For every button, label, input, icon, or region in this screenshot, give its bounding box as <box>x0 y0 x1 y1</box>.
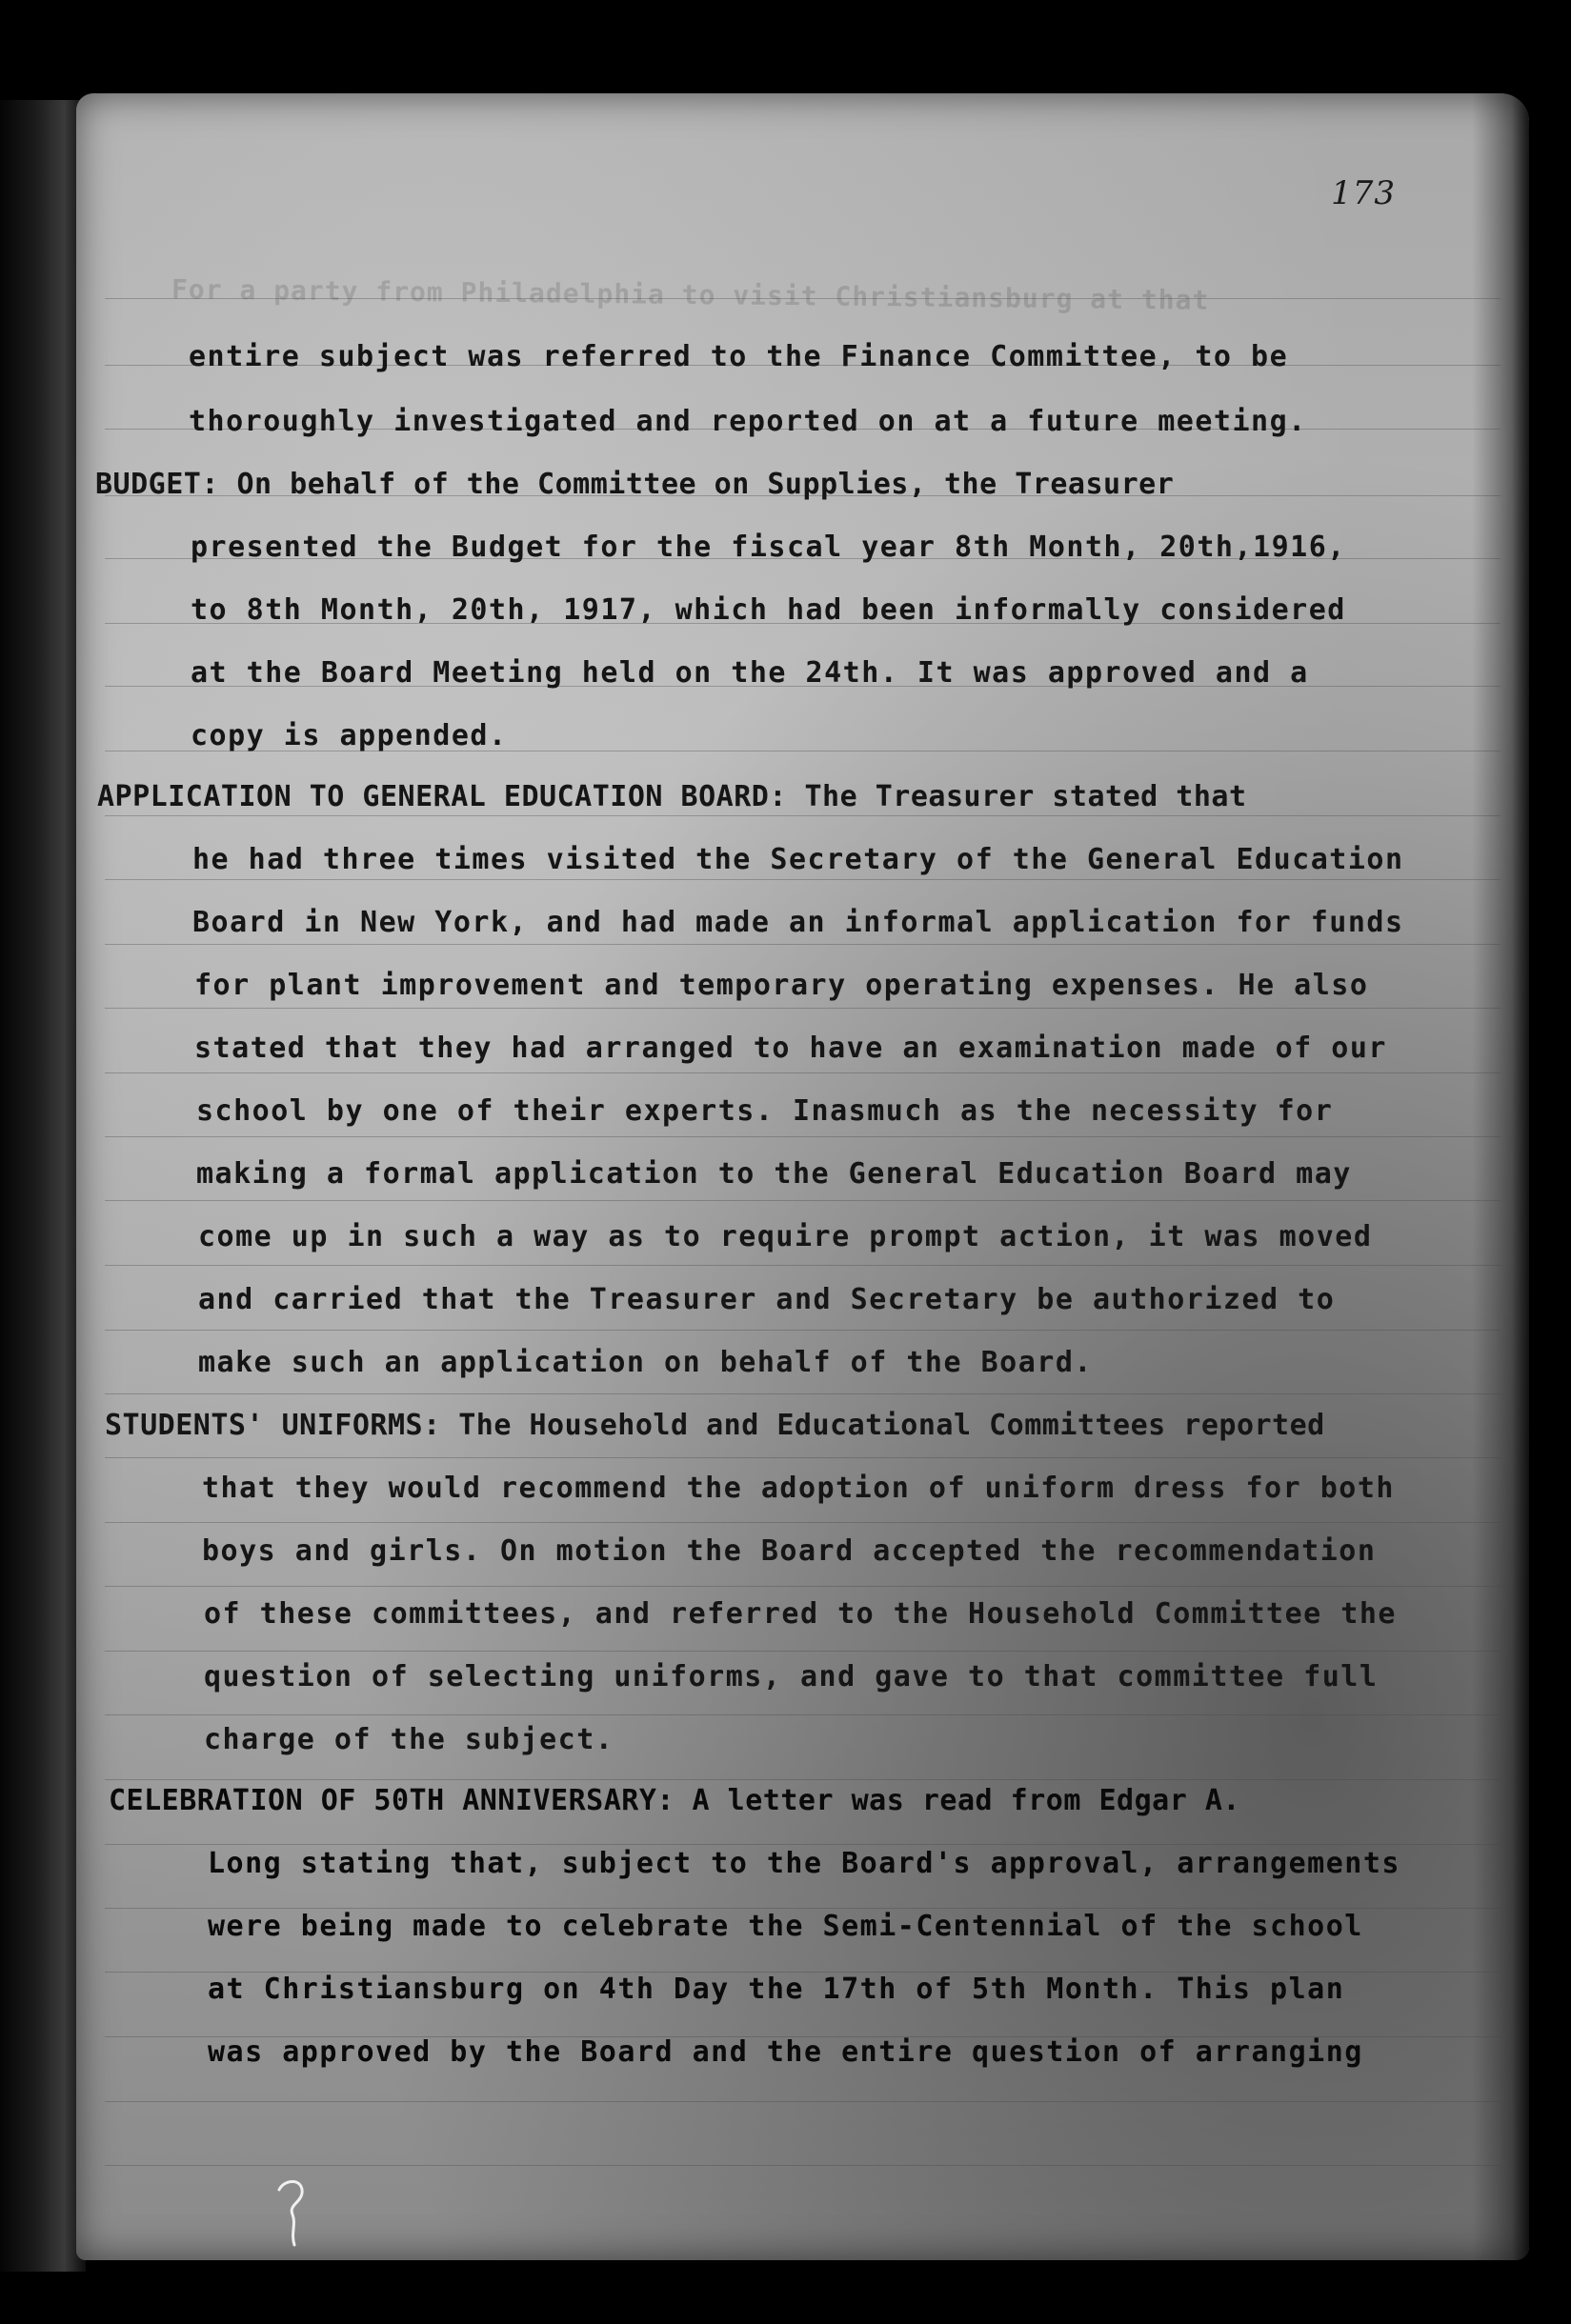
bleed-through-text: For a party from Philadelphia to visit Christiansburg at that <box>171 273 1210 316</box>
binding-strip <box>0 100 86 2272</box>
ruled-line <box>105 879 1501 880</box>
text-line: copy is appended. <box>191 719 508 752</box>
page-number: 173 <box>1331 174 1396 212</box>
section-heading-anniversary: CELEBRATION OF 50TH ANNIVERSARY: A letter was read from Edgar A. <box>109 1784 1240 1817</box>
text-line: Long stating that, subject to the Board's approval, arrangements <box>208 1847 1400 1880</box>
ruled-line <box>105 1522 1501 1523</box>
text-line: was approved by the Board and the entire question of arranging <box>208 2035 1363 2069</box>
text-line: school by one of their experts. Inasmuch as the necessity for <box>196 1094 1334 1128</box>
text-line: that they would recommend the adoption of uniform dress for both <box>202 1472 1395 1505</box>
text-line: thoroughly investigated and reported on at a future meeting. <box>189 405 1307 438</box>
ruled-line <box>105 2165 1501 2166</box>
text-line: make such an application on behalf of the Board. <box>198 1346 1093 1379</box>
text-line: for plant improvement and temporary operating expenses. He also <box>194 969 1369 1002</box>
text-line: presented the Budget for the fiscal year 8th Month, 20th,1916, <box>191 531 1346 564</box>
ruled-line <box>105 1908 1501 1909</box>
text-line: charge of the subject. <box>204 1723 614 1756</box>
text-line: at Christiansburg on 4th Day the 17th of 5th Month. This plan <box>208 1973 1345 2006</box>
ruled-line <box>105 1008 1501 1009</box>
ruled-line <box>105 1330 1501 1331</box>
text-line: making a formal application to the General Education Board may <box>196 1157 1352 1191</box>
text-line: he had three times visited the Secretary of the General Education <box>192 843 1404 876</box>
text-line: Board in New York, and had made an informal application for funds <box>192 906 1404 939</box>
ruled-line <box>105 1714 1501 1715</box>
section-heading-uniforms: STUDENTS' UNIFORMS: The Household and Educational Committees reported <box>105 1409 1325 1442</box>
text-line: question of selecting uniforms, and gave to that committee full <box>204 1660 1379 1693</box>
pen-mark-scribble <box>272 2176 319 2248</box>
ruled-line <box>105 1651 1501 1652</box>
text-line: entire subject was referred to the Finance Committee, to be <box>189 340 1289 373</box>
ruled-line <box>105 944 1501 945</box>
ruled-line <box>105 1586 1501 1587</box>
ruled-line <box>105 1844 1501 1845</box>
text-line: to 8th Month, 20th, 1917, which had been informally considered <box>191 593 1346 627</box>
ruled-line <box>105 1136 1501 1137</box>
ruled-line <box>105 1457 1501 1458</box>
document-page <box>76 93 1529 2260</box>
text-line: at the Board Meeting held on the 24th. It was approved and a <box>191 656 1309 690</box>
ruled-line <box>105 1265 1501 1266</box>
text-line: of these committees, and referred to the Household Committee the <box>204 1597 1397 1631</box>
section-heading-application: APPLICATION TO GENERAL EDUCATION BOARD: The Treasurer stated that <box>97 780 1247 813</box>
text-line: and carried that the Treasurer and Secretary be authorized to <box>198 1283 1336 1316</box>
text-line: were being made to celebrate the Semi-Centennial of the school <box>208 1910 1363 1943</box>
ruled-line <box>105 1072 1501 1073</box>
ruled-line <box>105 1200 1501 1201</box>
ruled-line <box>105 1779 1501 1780</box>
text-line: come up in such a way as to require prompt action, it was moved <box>198 1220 1373 1253</box>
ruled-line <box>105 2101 1501 2102</box>
ruled-line <box>105 815 1501 816</box>
text-line: boys and girls. On motion the Board accepted the recommendation <box>202 1534 1377 1568</box>
ruled-line <box>105 1393 1501 1394</box>
page-shadow-edge <box>1472 93 1529 2260</box>
section-heading-budget: BUDGET: On behalf of the Committee on Supplies, the Treasurer <box>95 468 1175 501</box>
text-line: stated that they had arranged to have an examination made of our <box>194 1032 1387 1065</box>
